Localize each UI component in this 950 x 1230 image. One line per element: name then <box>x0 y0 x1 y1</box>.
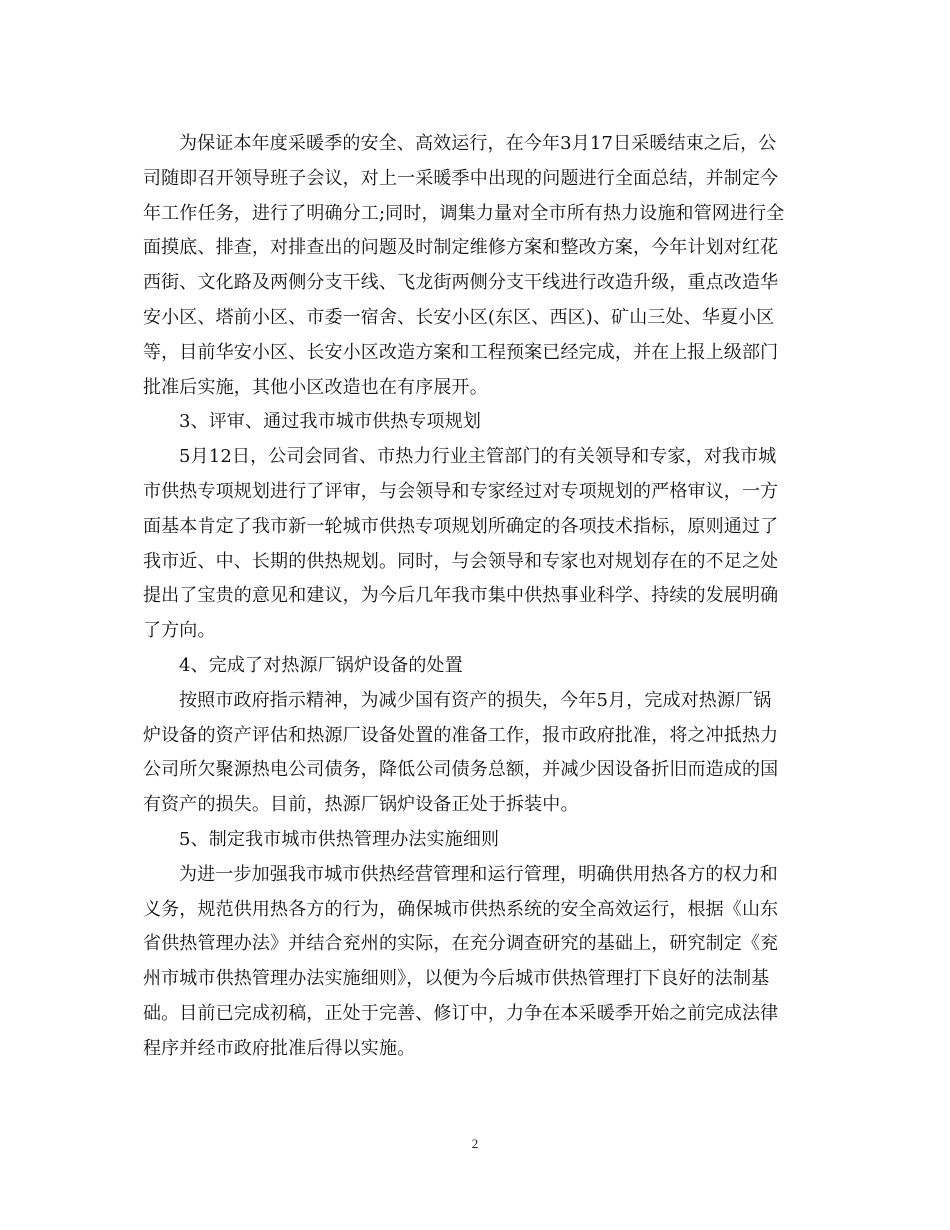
body-paragraph <box>143 858 808 1067</box>
paragraph-line: 础。目前已完成初稿，正处于完善、修订中，力争在本采暖季开始之前完成法律 <box>143 1002 779 1024</box>
body-paragraph <box>143 127 808 405</box>
paragraph-line: 了方向。 <box>143 620 216 642</box>
paragraph-line: 州市城市供热管理办法实施细则》，以便为今后城市供热管理打下良好的法制基 <box>143 968 770 990</box>
heading-text: 3、评审、通过我市城市供热专项规划 <box>179 411 482 433</box>
paragraph-line: 公司所欠聚源热电公司债务，降低公司债务总额，并减少因设备折旧而造成的国 <box>143 759 779 781</box>
paragraph-line: 年工作任务，进行了明确分工;同时，调集力量对全市所有热力设施和管网进行全 <box>143 202 785 224</box>
paragraph-line: 5月12日，公司会同省、市热力行业主管部门的有关领导和专家，对我市城 <box>179 446 777 468</box>
paragraph-line: 安小区、塔前小区、市委一宿舍、长安小区(东区、西区)、矿山三处、华夏小区 <box>143 306 775 328</box>
paragraph-line: 为保证本年度采暖季的安全、高效运行，在今年3月17日采暖结束之后，公 <box>179 133 777 154</box>
paragraph-line: 程序并经市政府批准后得以实施。 <box>143 1037 416 1059</box>
paragraph-line: 提出了宝贵的意见和建议，为今后几年我市集中供热事业科学、持续的发展明确 <box>143 585 779 607</box>
paragraph-line: 市供热专项规划进行了评审，与会领导和专家经过对专项规划的严格审议，一方 <box>143 480 779 502</box>
body-paragraph <box>143 684 808 823</box>
paragraph-line: 省供热管理办法》并结合兖州的实际，在充分调查研究的基础上，研究制定《兖 <box>143 933 779 955</box>
page-number: 2 <box>471 1136 479 1151</box>
paragraph-line: 为进一步加强我市城市供热经营管理和运行管理，明确供用热各方的权力和 <box>179 863 778 885</box>
paragraph-line: 按照市政府指示精神，为减少国有资产的损失，今年5月，完成对热源厂锅 <box>179 689 772 711</box>
body-paragraph <box>143 440 808 649</box>
heading-text: 4、完成了对热源厂锅炉设备的处置 <box>179 654 463 676</box>
paragraph-line: 西街、文化路及两侧分支干线、飞龙街两侧分支干线进行改造升级，重点改造华 <box>143 272 779 294</box>
paragraph-line: 司随即召开领导班子会议，对上一采暖季中出现的问题进行全面总结，并制定今 <box>143 167 779 189</box>
paragraph-line: 批准后实施，其他小区改造也在有序展开。 <box>143 376 488 398</box>
paragraph-line: 炉设备的资产评估和热源厂设备处置的准备工作，报市政府批准，将之冲抵热力 <box>143 724 779 746</box>
paragraph-line: 面基本肯定了我市新一轮城市供热专项规划所确定的各项技术指标，原则通过了 <box>143 515 779 537</box>
section-heading <box>143 405 808 440</box>
document-body <box>143 127 808 1067</box>
paragraph-line: 我市近、中、长期的供热规划。同时，与会领导和专家也对规划存在的不足之处 <box>143 550 779 572</box>
paragraph-line: 有资产的损失。目前，热源厂锅炉设备正处于拆装中。 <box>143 794 579 816</box>
section-heading <box>143 649 808 684</box>
paragraph-line: 义务，规范供用热各方的行为，确保城市供热系统的安全高效运行，根据《山东 <box>143 898 779 920</box>
section-heading <box>143 823 808 858</box>
paragraph-line: 面摸底、排查，对排查出的问题及时制定维修方案和整改方案，今年计划对红花 <box>143 237 779 259</box>
paragraph-line: 等，目前华安小区、长安小区改造方案和工程预案已经完成，并在上报上级部门 <box>143 341 779 363</box>
heading-text: 5、制定我市城市供热管理办法实施细则 <box>179 828 500 850</box>
